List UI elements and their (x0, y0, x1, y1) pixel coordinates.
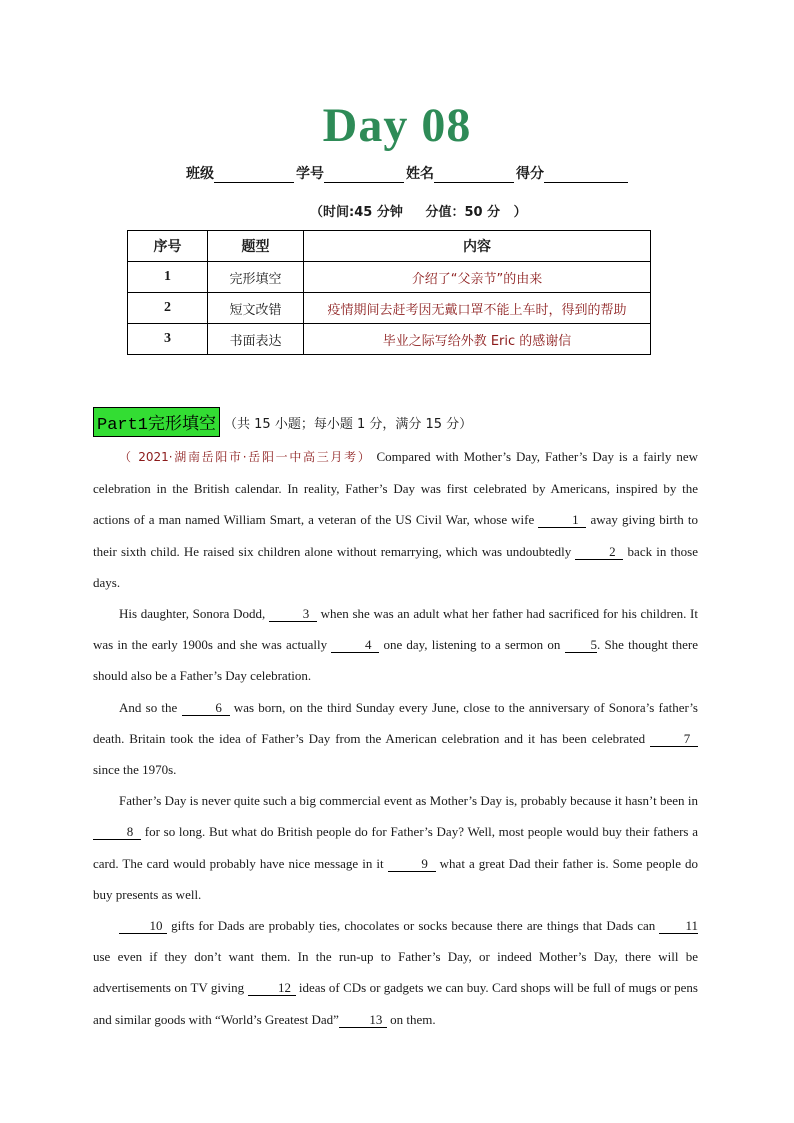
blank-3: 3 (269, 607, 317, 622)
name-label: 姓名 (406, 166, 434, 182)
passage-text: one day, listening to a sermon on (379, 637, 565, 653)
row-content: 毕业之际写给外教 Eric 的感谢信 (304, 324, 651, 355)
blank-5: 5 (565, 638, 598, 653)
blank-8: 8 (93, 825, 141, 840)
score-label: 得分 (516, 166, 544, 182)
blank-2: 2 (575, 545, 623, 560)
passage-paragraph (93, 692, 698, 786)
table-row (128, 293, 651, 324)
blank-6: 6 (182, 701, 230, 716)
header-content: 内容 (304, 231, 651, 262)
meta-close: ） (513, 205, 527, 220)
passage-text: back in those days. (93, 543, 698, 590)
class-label: 班级 (186, 166, 214, 182)
cloze-passage (93, 441, 698, 1035)
row-number: 1 (128, 262, 208, 293)
blank-13: 13 (339, 1013, 387, 1028)
passage-text: Father’s Day is never quite such a big commercial event as Mother’s Day is, probably because it hasn’t been in (119, 793, 698, 809)
blank-9: 9 (388, 857, 436, 872)
passage-paragraph (93, 441, 698, 598)
part1-heading (93, 407, 472, 437)
score-info: 分值：50 分 (425, 205, 501, 220)
row-type: 短文改错 (208, 293, 304, 324)
passage-text: was born, on the third Sunday every June, close to the anniversary of Sonora’s father’s death. Britain took the idea of Father’s Day from the American celebration and it has been celebrated (93, 699, 698, 746)
part1-note: （共 15 小题；每小题 1 分，满分 15 分） (224, 416, 473, 432)
blank-12: 12 (248, 981, 296, 996)
passage-text: use even if they don’t want them. In the run-up to Father’s Day, or indeed Mother’s Day, there will be advertisements on TV giving (93, 949, 698, 996)
table-header-row (128, 231, 651, 262)
passage-text: away giving birth to their sixth child. He raised six children alone without remarrying, which was undoubtedly (93, 512, 698, 559)
row-content: 疫情期间去赶考因无戴口罩不能上车时，得到的帮助 (304, 293, 651, 324)
passage-paragraph (93, 785, 698, 910)
row-type: 完形填空 (208, 262, 304, 293)
table-row (128, 262, 651, 293)
blank-11: 11 (659, 919, 698, 934)
overview-table (127, 230, 651, 355)
passage-text: on them. (386, 1011, 436, 1027)
part1-label (93, 407, 220, 437)
row-type: 书面表达 (208, 324, 304, 355)
passage-text: His daughter, Sonora Dodd, (119, 606, 269, 622)
time-score-line (310, 201, 527, 220)
passage-text: . She thought there should also be a Father’s Day celebration. (93, 637, 698, 684)
table-row (128, 324, 651, 355)
header-number: 序号 (128, 231, 208, 262)
passage-text: when she was an adult what her father had sacrificed for his children. It was in the early 1900s and she was actually (93, 606, 698, 653)
row-number: 3 (128, 324, 208, 355)
passage-paragraph (93, 910, 698, 1035)
part1-name: 完形填空 (148, 414, 217, 434)
passage-text: for so long. But what do British people do for Father’s Day? Well, most people would buy their fathers a card. The card would probably have nice message in it (93, 824, 698, 871)
blank-7: 7 (650, 732, 698, 747)
passage-text: what a great Dad their father is. Some people do buy presents as well. (93, 855, 698, 902)
passage-text: since the 1970s. (93, 762, 177, 778)
row-number: 2 (128, 293, 208, 324)
passage-text: gifts for Dads are probably ties, chocolates or socks because there are things that Dads can (167, 918, 660, 934)
blank-4: 4 (331, 638, 379, 653)
number-blank (324, 166, 404, 183)
part1-number: Part1 (97, 416, 149, 435)
student-info-line (186, 163, 630, 183)
header-type: 题型 (208, 231, 304, 262)
blank-10: 10 (119, 919, 167, 934)
blank-1: 1 (538, 513, 586, 528)
row-content: 介绍了“父亲节”的由来 (304, 262, 651, 293)
passage-text: ideas of CDs or gadgets we can buy. Card shops will be full of mugs or pens and similar goods with “World’s Greatest Dad” (93, 980, 698, 1027)
score-blank (544, 166, 628, 183)
number-label: 学号 (296, 166, 324, 182)
class-blank (214, 166, 294, 183)
passage-text: Compared with Mother’s Day, Father’s Day is a fairly new celebration in the British calendar. In reality, Father’s Day was first celebrated by Americans, inspired by the actions of a man named William Smart, a veteran of the US Civil War, whose wife (93, 449, 699, 528)
page-title: Day 08 (322, 99, 472, 152)
passage-text: And so the (119, 699, 182, 715)
time-info: （时间:45 分钟 (310, 205, 403, 220)
passage-paragraph (93, 598, 698, 692)
source-citation: （ 2021·湖南岳阳市·岳阳一中高三月考） (119, 450, 372, 464)
name-blank (434, 166, 514, 183)
